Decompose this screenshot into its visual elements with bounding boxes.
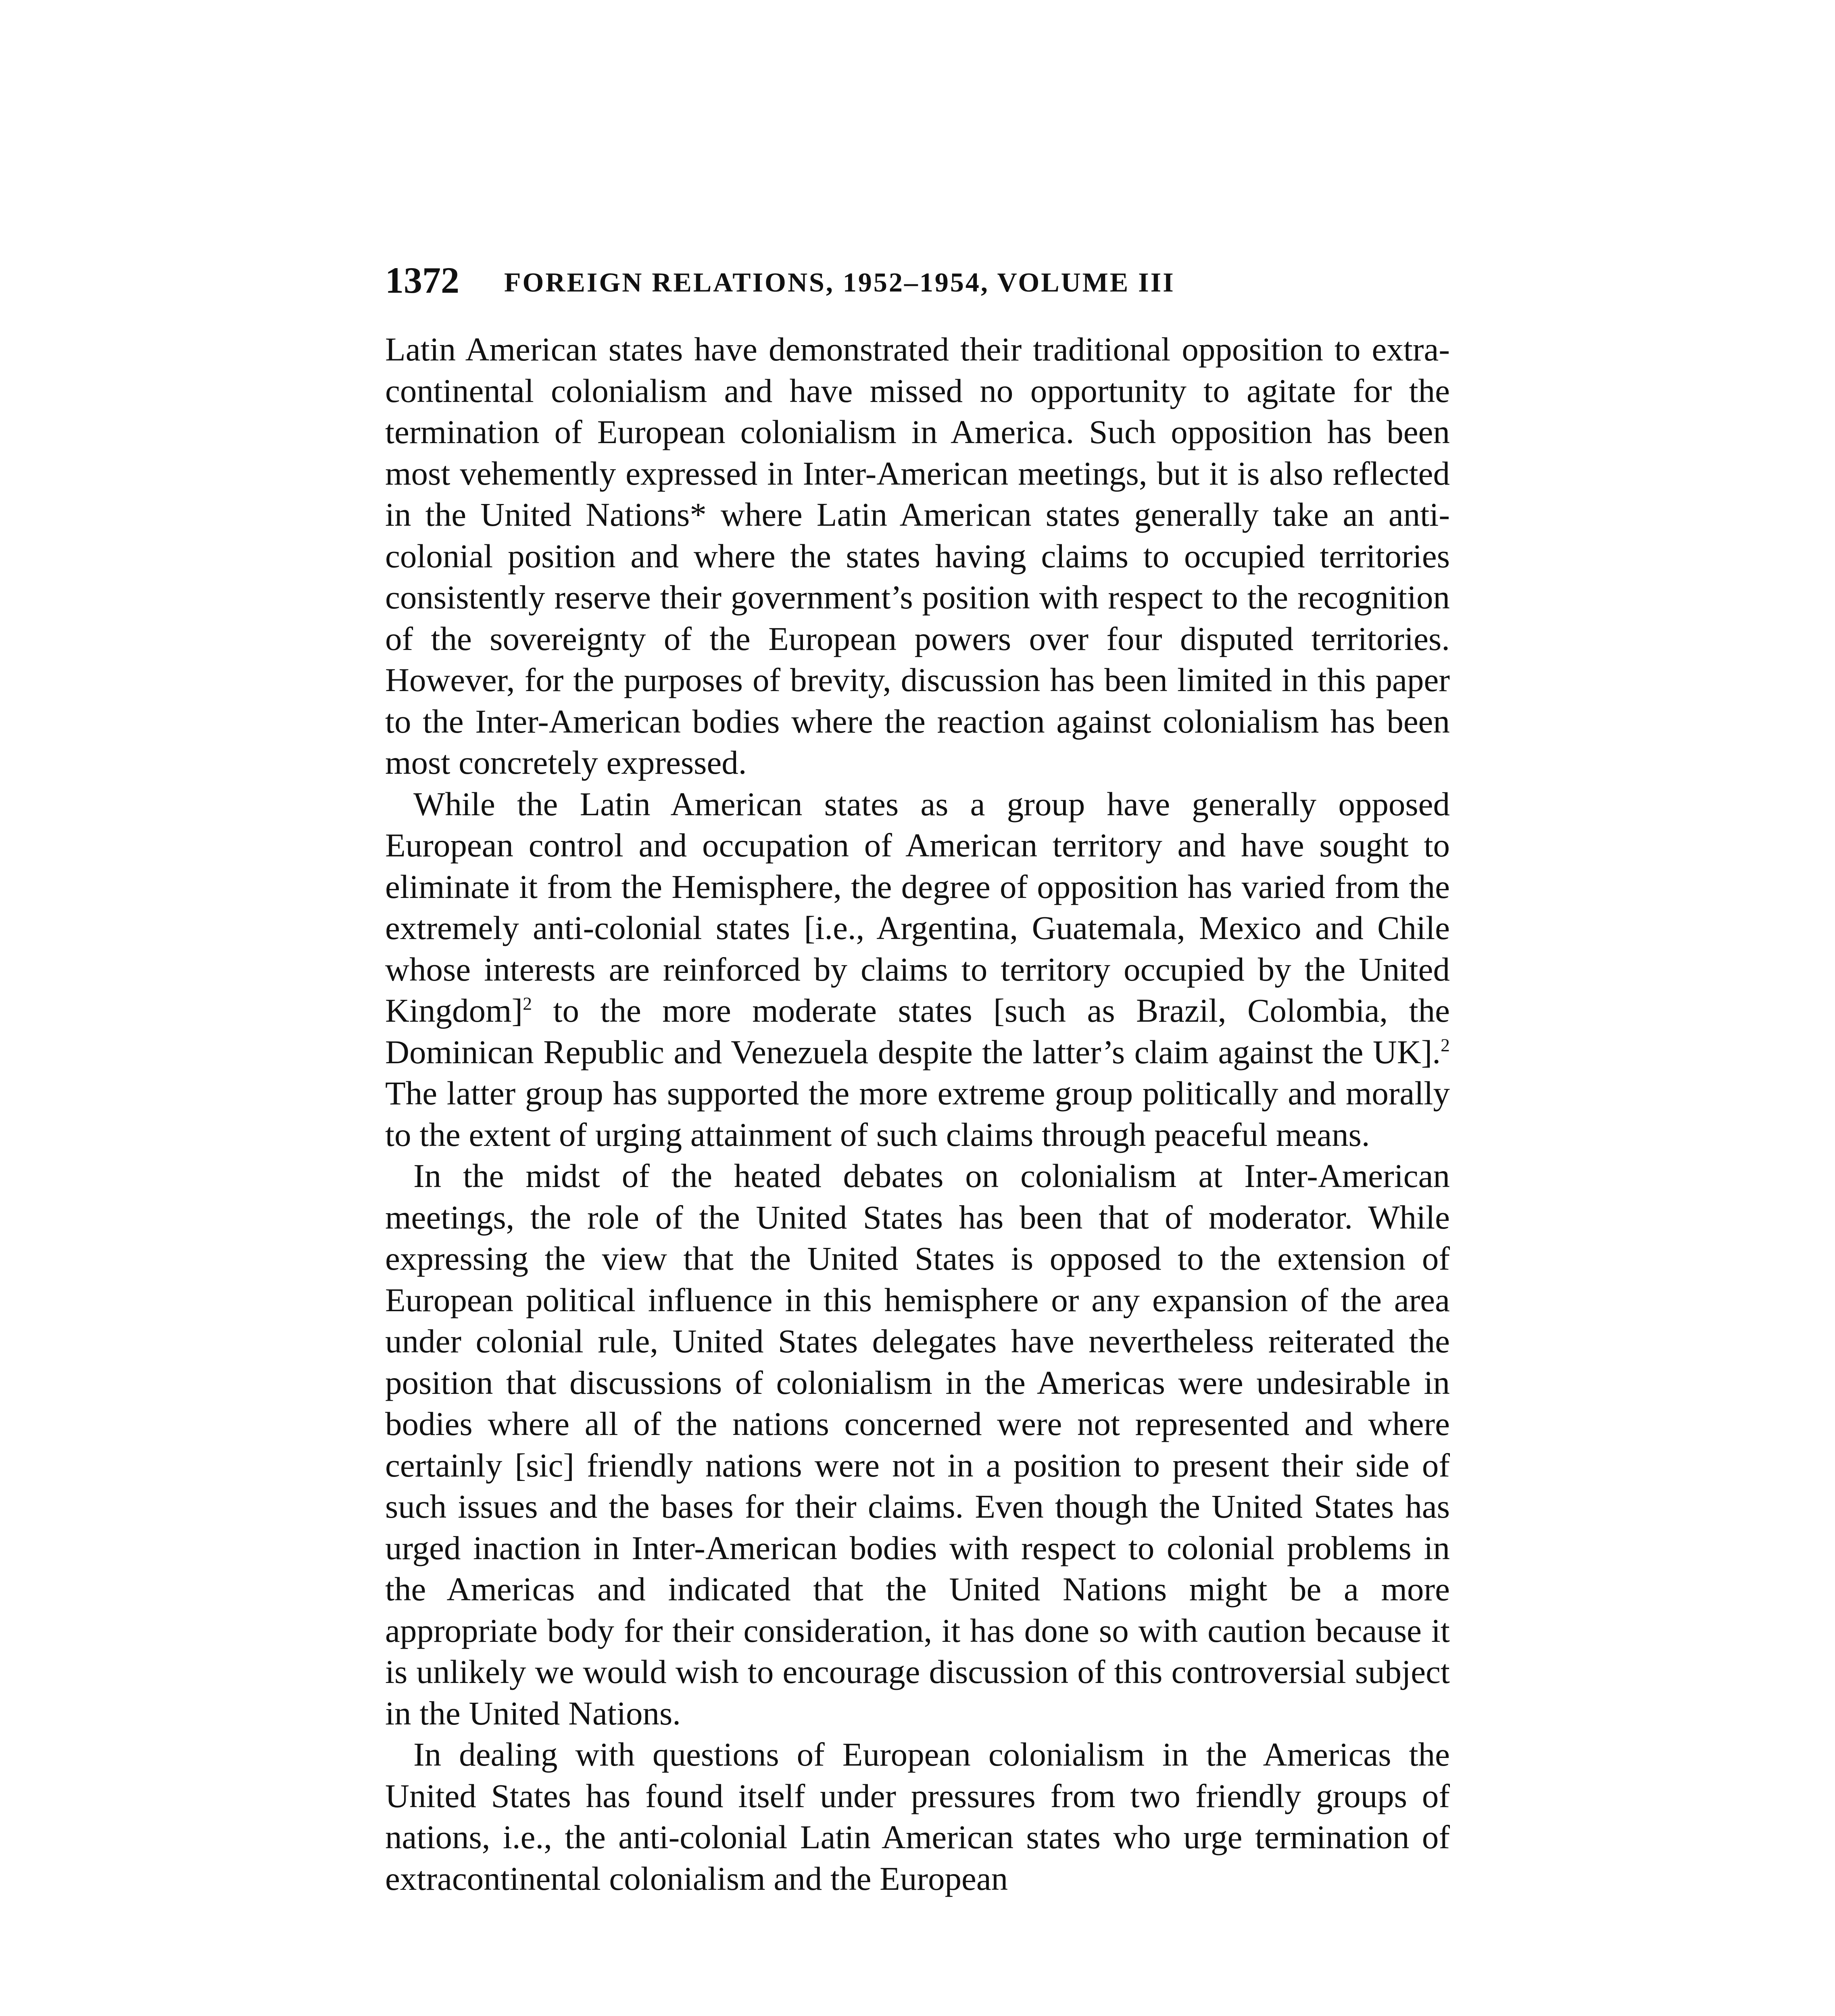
- page-number: 1372: [385, 260, 459, 301]
- body-text: [385, 329, 1450, 1899]
- page-header: [385, 258, 1450, 302]
- footnote-reference: 2: [1441, 1034, 1450, 1055]
- paragraph-4: In dealing with questions of European colonialism in the Americas the United States has found itself under pressures from two friendly groups of nations, i.e., the anti-colonial Latin American states who urge termination of extracontinental colonialism and the European: [385, 1736, 1450, 1897]
- paragraph-3: In the midst of the heated debates on colonialism at Inter-American meetings, the role of the United States has been that of moderator. While expressing the view that the United States is opposed to the extension of European political influence in this hemisphere or any expansion of the area under colonial rule, United States delegates have nevertheless reiterated the position that discussions of colonialism in the Americas were undesirable in bodies where all of the nations concerned were not represented and where certainly [sic] friendly nations were not in a position to present their side of such issues and the bases for their claims. Even though the United States has urged inaction in Inter-American bodies with respect to colonial problems in the Americas and indicated that the United Nations might be a more appropriate body for their consideration, it has done so with caution because it is unlikely we would wish to encourage discussion of this controversial subject in the United Nations.: [385, 1157, 1450, 1732]
- paragraph-2-part-3: The latter group has supported the more extreme group politically and morally to the extent of urging attainment of such claims through peaceful means.: [385, 1075, 1450, 1153]
- footnote-reference: 2: [523, 993, 532, 1014]
- running-head: FOREIGN RELATIONS, 1952–1954, VOLUME III: [504, 267, 1175, 298]
- paragraph-2-part-1: While the Latin American states as a group have generally opposed European control and occupation of American territory and have sought to eliminate it from the Hemisphere, the degree of opposition has varied from the extremely anti-colonial states [i.e., Argentina, Guatemala, Mexico and Chile whose interests are reinforced by claims to territory occupied by the United Kingdom]: [385, 785, 1450, 1029]
- paragraph-2: [385, 783, 1450, 1156]
- paragraph-1: Latin American states have demonstrated their traditional opposition to extra-continental colonialism and have missed no opportunity to agitate for the termination of European colonialism in America. Such opposition has been most vehemently expressed in Inter-American meetings, but it is also reflected in the United Nations* where Latin American states generally take an anti-colonial position and where the states having claims to occupied territories consistently reserve their government’s position with respect to the recognition of the sovereignty of the European powers over four disputed territories. However, for the purposes of brevity, discussion has been limited in this paper to the Inter-American bodies where the reaction against colonialism has been most concretely expressed.: [385, 331, 1450, 781]
- paragraph-2-part-2: to the more moderate states [such as Brazil, Colombia, the Dominican Republic and Venezuela despite the latter’s claim against the UK].: [385, 992, 1450, 1070]
